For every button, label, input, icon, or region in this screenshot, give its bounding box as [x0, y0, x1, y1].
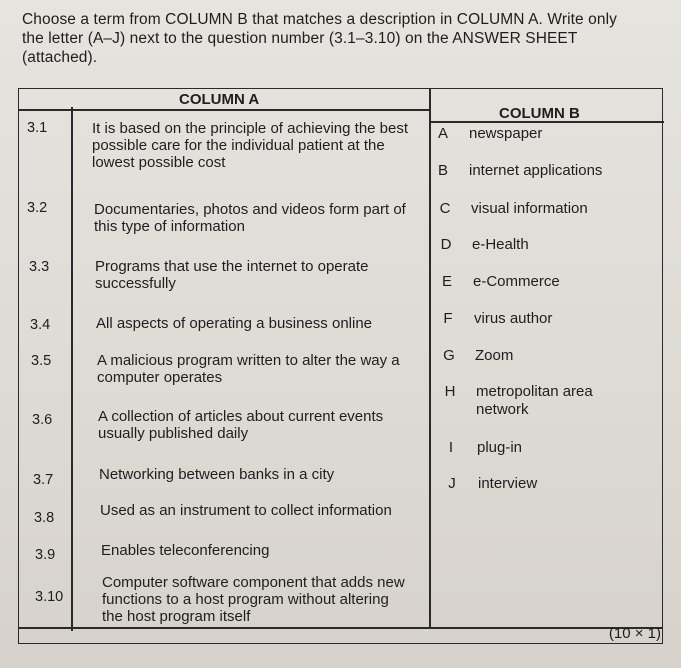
- question-number: 3.4: [30, 317, 51, 333]
- option-letter: I: [448, 439, 454, 456]
- question-text: Used as an instrument to collect information: [100, 502, 392, 519]
- question-text: It is based on the principle of achieving the best possible care for the individual patient at the lowest possible cost: [92, 120, 409, 171]
- option-term: visual information: [471, 200, 588, 217]
- question-number: 3.3: [29, 259, 50, 275]
- header-rule-a: [19, 109, 429, 111]
- question-text: Networking between banks in a city: [99, 466, 335, 483]
- question-text: A collection of articles about current events usually published daily: [98, 408, 384, 442]
- matching-table: [18, 88, 663, 644]
- option-letter: B: [437, 162, 448, 179]
- option-letter: G: [443, 347, 455, 364]
- question-text: All aspects of operating a business online: [96, 315, 373, 332]
- column-a-header: COLUMN A: [179, 91, 260, 108]
- option-term: plug-in: [477, 439, 523, 456]
- option-term: newspaper: [469, 125, 543, 142]
- option-term: virus author: [474, 310, 553, 327]
- option-letter: E: [441, 273, 452, 290]
- question-number: 3.6: [32, 412, 53, 428]
- divider-number-column: [71, 107, 73, 631]
- option-term: metropolitan area network: [476, 383, 593, 418]
- option-letter: F: [443, 310, 453, 327]
- question-text: Enables teleconferencing: [101, 542, 270, 559]
- question-number: 3.5: [31, 353, 52, 369]
- instructions-line-3: (attached).: [22, 49, 98, 66]
- option-term: e-Health: [472, 236, 529, 253]
- option-term: Zoom: [475, 347, 514, 364]
- question-text: Computer software component that adds new functions to a host program without altering the host program itself: [102, 574, 405, 625]
- question-text: A malicious program written to alter the way a computer operates: [97, 352, 400, 386]
- option-letter: J: [448, 475, 456, 492]
- question-number: 3.7: [33, 472, 54, 488]
- option-term: internet applications: [469, 162, 603, 179]
- instructions: [22, 10, 662, 67]
- marks-total: (10 × 1): [608, 625, 661, 642]
- option-term: interview: [478, 475, 538, 492]
- option-letter: A: [437, 125, 448, 142]
- divider-column-b: [429, 89, 431, 627]
- option-letter: H: [444, 383, 456, 400]
- question-text: Documentaries, photos and videos form part of this type of information: [94, 201, 406, 235]
- question-number: 3.2: [27, 200, 48, 216]
- question-text: Programs that use the internet to operate successfully: [95, 258, 369, 292]
- instructions-line-2: the letter (A–J) next to the question number (3.1–3.10) on the ANSWER SHEET: [22, 30, 578, 47]
- question-number: 3.10: [35, 589, 64, 605]
- column-b-header: COLUMN B: [499, 105, 580, 122]
- question-number: 3.8: [34, 510, 55, 526]
- question-number: 3.9: [35, 547, 56, 563]
- option-letter: D: [440, 236, 452, 253]
- question-number: 3.1: [27, 120, 48, 136]
- bottom-rule: [19, 627, 662, 629]
- option-letter: C: [439, 200, 451, 217]
- option-term: e-Commerce: [473, 273, 560, 290]
- instructions-line-1: Choose a term from COLUMN B that matches a description in COLUMN A. Write only: [22, 11, 617, 28]
